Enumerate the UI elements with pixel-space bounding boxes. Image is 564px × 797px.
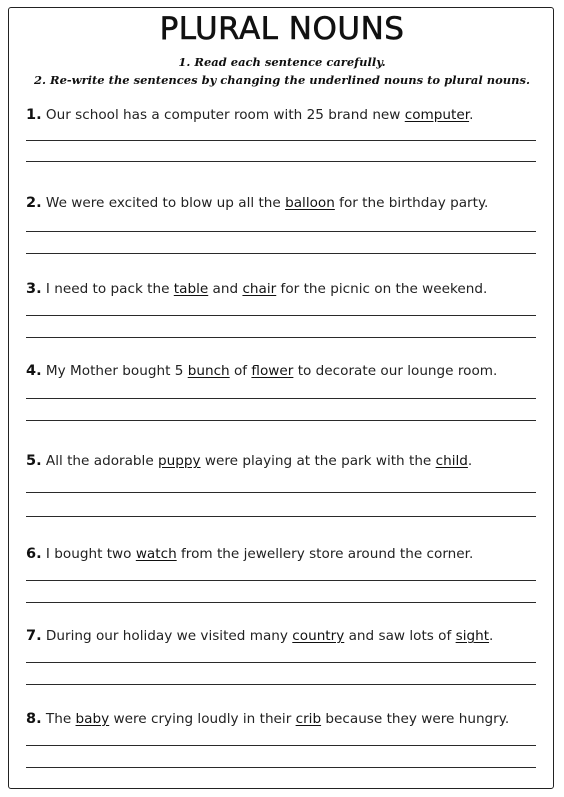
underlined-noun: watch: [135, 546, 177, 562]
answer-line[interactable]: [26, 602, 536, 603]
sentence-part: .: [489, 628, 494, 644]
question-5-sentence: [26, 452, 538, 470]
question-1-sentence: [26, 106, 538, 124]
answer-line[interactable]: [26, 253, 536, 254]
sentence-part: and saw lots of: [344, 628, 456, 644]
sentence-part: were crying loudly in their: [109, 711, 296, 727]
question-2: [26, 194, 538, 212]
answer-line[interactable]: [26, 420, 536, 421]
question-3-number: 3.: [26, 281, 42, 297]
answer-line[interactable]: [26, 161, 536, 162]
sentence-part: to decorate our lounge room.: [293, 363, 498, 379]
answer-line[interactable]: [26, 398, 536, 399]
sentence-part: The: [41, 711, 76, 727]
underlined-noun: computer: [404, 107, 470, 123]
question-1-number: 1.: [26, 107, 42, 123]
sentence-part: from the jewellery store around the corner.: [176, 546, 474, 562]
question-6-sentence: [26, 545, 538, 563]
underlined-noun: crib: [295, 711, 322, 727]
underlined-noun: child: [435, 453, 468, 469]
worksheet-title: PLURAL NOUNS: [159, 11, 405, 47]
answer-line[interactable]: [26, 767, 536, 768]
sentence-part: My Mother bought 5: [41, 363, 188, 379]
question-4-sentence: [26, 362, 538, 380]
underlined-noun: sight: [455, 628, 490, 644]
question-7-sentence: [26, 627, 538, 645]
answer-line[interactable]: [26, 745, 536, 746]
answer-line[interactable]: [26, 580, 536, 581]
sentence-part: for the birthday party.: [334, 195, 489, 211]
question-3-sentence: [26, 280, 538, 298]
sentence-part: were playing at the park with the: [200, 453, 436, 469]
question-1: [26, 106, 538, 124]
question-2-sentence: [26, 194, 538, 212]
question-8-number: 8.: [26, 711, 42, 727]
question-8-sentence: [26, 710, 538, 728]
answer-line[interactable]: [26, 492, 536, 493]
underlined-noun: country: [292, 628, 345, 644]
question-5-number: 5.: [26, 453, 42, 469]
question-4-number: 4.: [26, 363, 42, 379]
answer-line[interactable]: [26, 337, 536, 338]
underlined-noun: chair: [242, 281, 277, 297]
question-2-number: 2.: [26, 195, 42, 211]
underlined-noun: puppy: [158, 453, 201, 469]
instruction-1: 1. Read each sentence carefully.: [178, 55, 386, 69]
sentence-part: because they were hungry.: [321, 711, 510, 727]
underlined-noun: bunch: [187, 363, 230, 379]
question-3: [26, 280, 538, 298]
question-7: [26, 627, 538, 645]
underlined-noun: flower: [251, 363, 294, 379]
underlined-noun: table: [173, 281, 209, 297]
sentence-part: During our holiday we visited many: [41, 628, 293, 644]
answer-line[interactable]: [26, 684, 536, 685]
question-7-number: 7.: [26, 628, 42, 644]
answer-line[interactable]: [26, 140, 536, 141]
question-8: [26, 710, 538, 728]
sentence-part: of: [229, 363, 252, 379]
question-4: [26, 362, 538, 380]
sentence-part: I need to pack the: [41, 281, 174, 297]
instruction-2: 2. Re-write the sentences by changing the underlined nouns to plural nouns.: [34, 73, 530, 87]
sentence-part: .: [469, 107, 474, 123]
answer-line[interactable]: [26, 516, 536, 517]
sentence-part: for the picnic on the weekend.: [276, 281, 488, 297]
sentence-part: Our school has a computer room with 25 brand new: [41, 107, 405, 123]
question-5: [26, 452, 538, 470]
sentence-part: .: [467, 453, 473, 469]
sentence-part: We were excited to blow up all the: [41, 195, 286, 211]
answer-line[interactable]: [26, 231, 536, 232]
underlined-noun: baby: [75, 711, 110, 727]
question-6-number: 6.: [26, 546, 42, 562]
sentence-part: All the adorable: [41, 453, 159, 469]
answer-line[interactable]: [26, 662, 536, 663]
sentence-part: and: [208, 281, 243, 297]
answer-line[interactable]: [26, 315, 536, 316]
underlined-noun: balloon: [285, 195, 335, 211]
question-6: [26, 545, 538, 563]
sentence-part: I bought two: [41, 546, 136, 562]
